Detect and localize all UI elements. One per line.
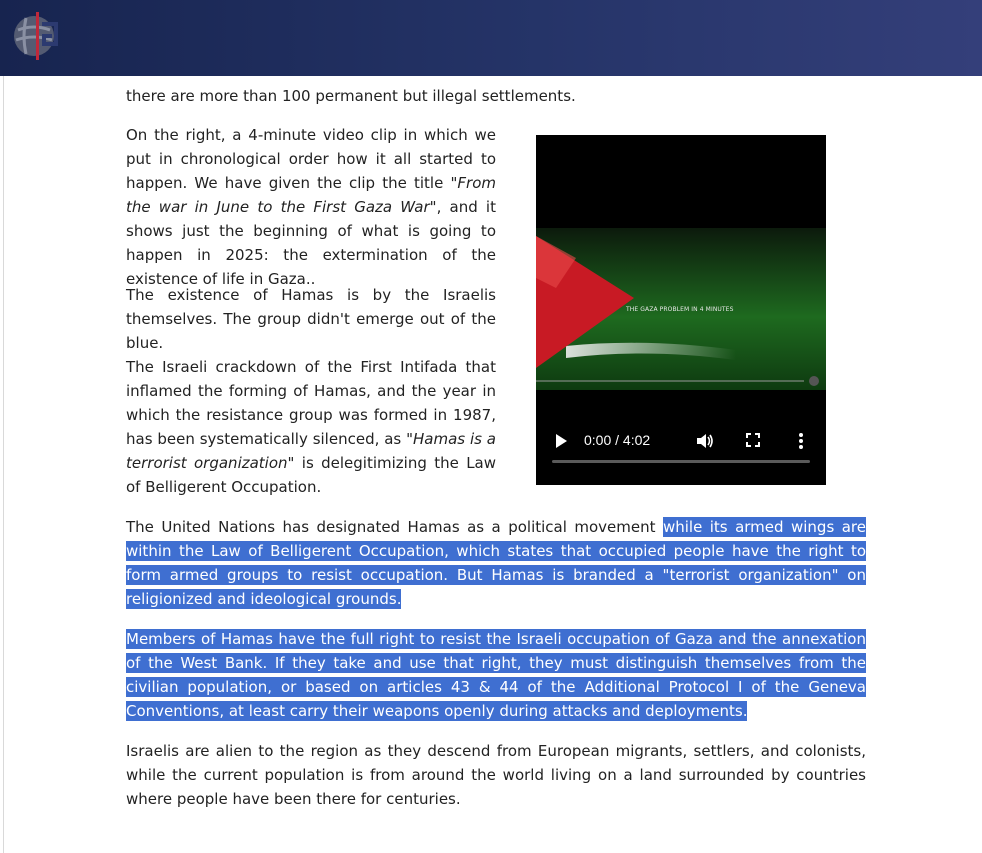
volume-icon[interactable] (696, 433, 714, 449)
quote-italic: Hamas is a terrorist organization (126, 430, 496, 472)
video-progress-bar[interactable] (552, 460, 810, 463)
paragraph-members (126, 627, 866, 723)
paragraph-video-intro (126, 123, 496, 291)
text-span: The Israeli crackdown of the First Intifada that inflamed the forming of Hamas, and the year in which the resistance group was formed in 1987, has been systematically silenced, as " (126, 358, 496, 448)
clip-title: From the war in June to the First Gaza War (126, 174, 496, 216)
paragraph-hamas-existence: The existence of Hamas is by the Israelis themselves. The group didn't emerge out of the blue. (126, 286, 496, 352)
text-span: The United Nations has designated Hamas as a political movement (126, 518, 663, 536)
globe-logo-icon[interactable] (12, 10, 58, 62)
poster-title: THE GAZA PROBLEM IN 4 MINUTES (626, 306, 734, 313)
fullscreen-icon[interactable] (746, 433, 760, 447)
paragraph-settlements: there are more than 100 permanent but illegal settlements. (126, 87, 576, 105)
time-display: 0:00 / 4:02 (584, 432, 651, 448)
text-span: " is delegitimizing the Law of Belligerent Occupation. (126, 454, 497, 496)
selected-text: Members of Hamas have the full right to resist the Israeli occupation of Gaza and the annexation of the West Bank. If they take and use that right, they must distinguish themselves from the civilian population, or based on articles 43 & 44 of the Additional Protocol I of the Geneva Conventions, at least carry their weapons openly during attacks and deployments. (126, 630, 866, 720)
text-span: ", and it shows just the beginning of what is going to happen in 2025: the extermination of the existence of life in Gaza.. (126, 198, 496, 288)
play-icon[interactable] (554, 433, 568, 449)
video-player[interactable] (536, 135, 826, 485)
video-controls (536, 422, 826, 462)
paragraph-israelis: Israelis are alien to the region as they descend from European migrants, settlers, and colonists, while the current population is from around the world living on a land surrounded by countries where people have been there for centuries. (126, 742, 866, 808)
page-left-border (3, 76, 4, 853)
more-options-icon[interactable] (798, 432, 804, 450)
paragraph-intifada (126, 355, 496, 499)
site-header (0, 0, 982, 76)
text-span: On the right, a 4-minute video clip in which we put in chronological order how it all started to happen. We have given the clip the title " (126, 126, 496, 192)
selected-text: while its armed wings are within the Law of Belligerent Occupation, which states that occupied people have the right to form armed groups to resist occupation. But Hamas is branded a "terrorist organization" on religionized and ideological grounds. (126, 518, 866, 608)
paragraph-un (126, 515, 866, 611)
